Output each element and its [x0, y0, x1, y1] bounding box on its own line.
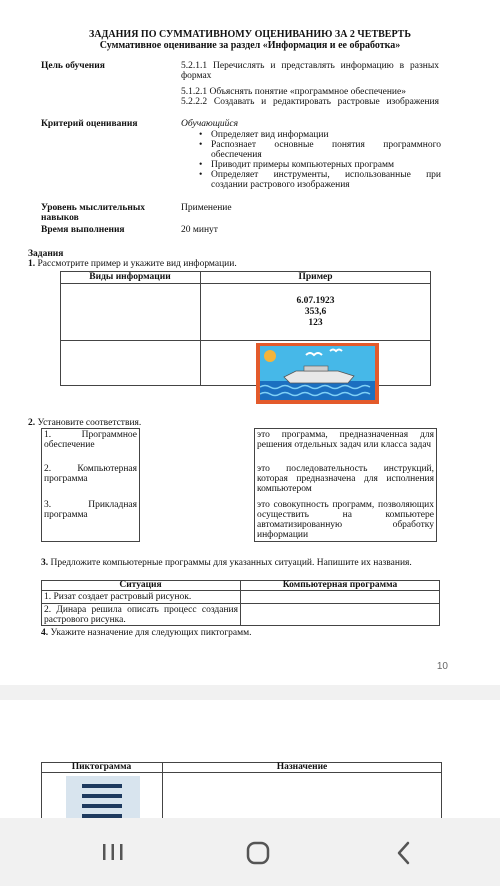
task1-number: 1.: [28, 259, 36, 269]
document-title: ЗАДАНИЯ ПО СУММАТИВНОМУ ОЦЕНИВАНИЮ ЗА 2 ЧЕТВЕРТЬ: [89, 29, 411, 40]
task1-col-types: Виды информации: [89, 272, 171, 282]
program-answer-2[interactable]: [241, 604, 439, 625]
menu-lines-icon: [66, 776, 140, 818]
document-subtitle: Суммативное оценивание за раздел «Информация и ее обработка»: [99, 40, 401, 51]
situation-1: 1. Ризат создает растровый рисунок.: [44, 592, 192, 602]
task3-instruction: Предложите компьютерные программы для указанных ситуаций. Напишите их названия.: [50, 558, 412, 568]
match-right-3[interactable]: это совокупность программ, позволяющих осуществить на компьютере автоматизированную обработку информации: [257, 500, 434, 540]
task4-col-purpose: Назначение: [276, 762, 328, 772]
raster-image-example: [256, 343, 379, 404]
example-number-1: 6.07.1923: [296, 296, 335, 306]
recent-apps-icon[interactable]: [101, 842, 125, 862]
goal-1: 5.2.1.1 Перечислять и представлять информацию в разных формах: [181, 61, 439, 81]
task1-col-example: Пример: [298, 272, 333, 282]
criteria-label: Критерий оценивания: [41, 119, 138, 129]
task1-answer-cell-2[interactable]: [60, 340, 201, 386]
situation-2: 2. Динара решила описать процесс создания растрового рисунка.: [44, 605, 238, 625]
criteria-item: • Определяет инструменты, использованные при создании растрового изображения: [181, 170, 441, 190]
task3-text: [41, 558, 440, 568]
criteria-item: • Приводит примеры компьютерных программ: [181, 160, 441, 170]
task4-instruction: Укажите назначение для следующих пиктограмм.: [50, 628, 252, 638]
example-number-3: 123: [308, 318, 323, 328]
document-page-2: [0, 700, 500, 818]
task3-col-program: Компьютерная программа: [282, 580, 398, 590]
task3-number: 3.: [41, 558, 49, 568]
goal-2: 5.1.2.1 Объяснять понятие «программное обеспечение»: [181, 87, 406, 97]
match-right-2[interactable]: это последовательность инструкций, которая предназначена для исполнения компьютером: [257, 464, 434, 494]
task4-text: [41, 628, 251, 638]
level-label: Уровень мыслительных навыков: [41, 203, 145, 223]
page-number: 10: [436, 661, 448, 672]
match-right-1[interactable]: это программа, предназначенная для решения отдельных задач или класса задач: [257, 430, 434, 450]
criteria-intro: Обучающийся: [181, 119, 239, 129]
task3-col-situation: Ситуация: [119, 580, 162, 590]
time-label: Время выполнения: [41, 225, 125, 235]
task2-text: [28, 418, 141, 428]
sun-icon: [264, 350, 276, 362]
program-answer-1[interactable]: [241, 591, 439, 603]
criteria-list: [181, 130, 441, 190]
goal-3: 5.2.2.2 Создавать и редактировать растровые изображения: [181, 97, 439, 107]
task1-text: [28, 259, 237, 269]
task1-instruction: Рассмотрите пример и укажите вид информации.: [37, 259, 237, 269]
example-number-2: 353,6: [304, 307, 327, 317]
task4-number: 4.: [41, 628, 49, 638]
tasks-heading: Задания: [28, 249, 64, 259]
goal-label: Цель обучения: [41, 61, 105, 71]
match-left-3[interactable]: 3. Прикладная программа: [44, 500, 137, 520]
task2-number: 2.: [28, 418, 36, 428]
back-icon[interactable]: [394, 840, 414, 866]
time-value: 20 минут: [181, 225, 218, 235]
android-navigation-bar: [0, 818, 500, 886]
criteria-item: • Распознает основные понятия программного обеспечения: [181, 140, 441, 160]
criteria-item: • Определяет вид информации: [181, 130, 441, 140]
task1-answer-cell-1[interactable]: [60, 283, 201, 341]
match-left-2[interactable]: 2. Компьютерная программа: [44, 464, 137, 484]
ship-icon: [284, 371, 354, 383]
task2-instruction: Установите соответствия.: [37, 418, 142, 428]
task4-col-pictogram: Пиктограмма: [71, 762, 132, 772]
level-value: Применение: [181, 203, 232, 213]
home-icon[interactable]: [245, 840, 271, 866]
bird-icon: [330, 350, 342, 352]
match-left-1[interactable]: 1. Программное обеспечение: [44, 430, 137, 450]
